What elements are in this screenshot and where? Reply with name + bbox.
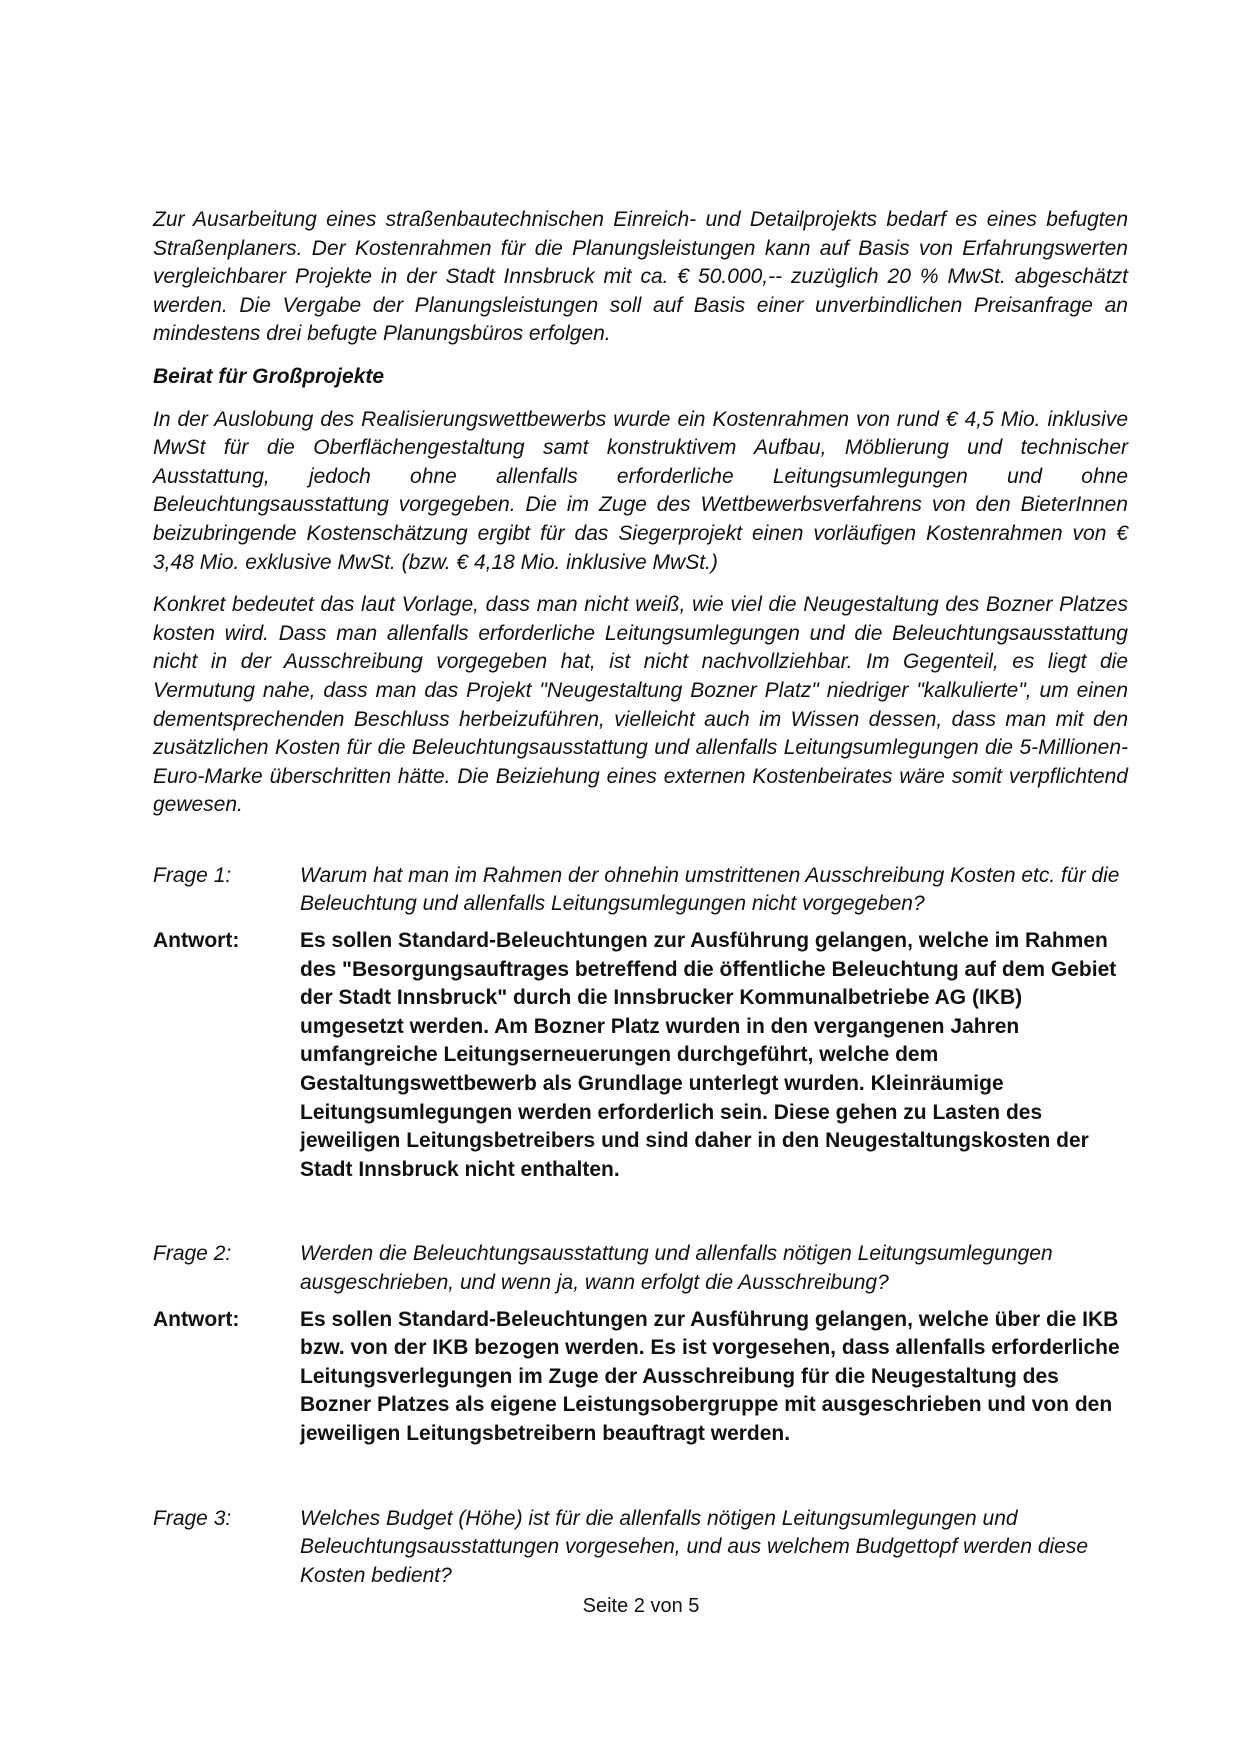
answer-label: Antwort:	[153, 929, 240, 953]
question-text: Werden die Beleuchtungsausstattung und allenfalls nötigen Leitungsumlegungen ausgeschrieben, und wenn ja, wann erfolgt die Ausschreibung?	[300, 1242, 1053, 1294]
beirat-paragraph: In der Auslobung des Realisierungswettbewerbs wurde ein Kostenrahmen von rund € 4,5 Mio. inklusive MwSt für die Oberflächengestaltung samt konstruktivem Aufbau, Möblierung und technischer Ausstattung, jedoch ohne allenfalls erforderliche Leitungsumlegungen und ohne Beleuchtungsausstattung vorgegeben. Die im Zuge des Wettbewerbsverfahrens von den BieterInnen beizubringende Kostenschätzung ergibt für das Siegerprojekt einen vorläufigen Kostenrahmen von € 3,48 Mio. exklusive MwSt. (bzw. € 4,18 Mio. inklusive MwSt.)	[153, 407, 1128, 574]
page-number-footer: Seite 2 von 5	[582, 1595, 700, 1617]
document-body	[153, 206, 1128, 1598]
question-row	[153, 1240, 1128, 1297]
answer-row	[153, 1306, 1128, 1449]
question-row	[153, 862, 1128, 919]
konkret-paragraph: Konkret bedeutet das laut Vorlage, dass man nicht weiß, wie viel die Neugestaltung des Bozner Platzes kosten wird. Dass man allenfalls erforderliche Leitungsumlegungen und die Beleuchtungsausstattung nicht in der Ausschreibung vorgegeben hat, ist nicht nachvollziehbar. Im Gegenteil, es liegt die Vermutung nahe, dass man das Projekt "Neugestaltung Bozner Platz" niedriger "kalkulierte", um einen dementsprechenden Beschluss herbeizuführen, vielleicht auch im Wissen dessen, dass man mit den zusätzlichen Kosten für die Beleuchtungsausstattung und allenfalls Leitungsumlegungen die 5-Millionen-Euro-Marke überschritten hätte. Die Beiziehung eines externen Kostenbeirates wäre somit verpflichtend gewesen.	[153, 593, 1128, 817]
answer-label: Antwort:	[153, 1307, 240, 1331]
section-heading: Beirat für Großprojekte	[153, 364, 385, 388]
answer-text: Es sollen Standard-Beleuchtungen zur Ausführung gelangen, welche im Rahmen des "Besorgungsauftrages betreffend die öffentliche Beleuchtung auf dem Gebiet der Stadt Innsbruck" durch die Innsbrucker Kommunalbetriebe AG (IKB) umgesetzt werden. Am Bozner Platz wurden in den vergangenen Jahren umfangreiche Leitungserneuerungen durchgeführt, welche dem Gestaltungswettbewerb als Grundlage unterlegt wurden. Kleinräumige Leitungsumlegungen werden erforderlich sein. Diese gehen zu Lasten des jeweiligen Leitungsbetreibers und sind daher in den Neugestaltungskosten der Stadt Innsbruck nicht enthalten.	[300, 929, 1117, 1181]
question-row	[153, 1505, 1128, 1591]
answer-text: Es sollen Standard-Beleuchtungen zur Ausführung gelangen, welche über die IKB bzw. von der IKB bezogen werden. Es ist vorgesehen, dass allenfalls erforderliche Leitungsverlegungen im Zuge der Ausschreibung für die Neugestaltung des Bozner Platzes als eigene Leistungsobergruppe mit ausgeschrieben und von den jeweiligen Leitungsbetreibern beauftragt werden.	[300, 1307, 1120, 1445]
question-label: Frage 1:	[153, 863, 232, 887]
question-text: Warum hat man im Rahmen der ohnehin umstrittenen Ausschreibung Kosten etc. für die Beleuchtung und allenfalls Leitungsumlegungen nicht vorgegeben?	[300, 863, 1120, 916]
answer-row	[153, 927, 1128, 1184]
intro-paragraph: Zur Ausarbeitung eines straßenbautechnischen Einreich- und Detailprojekts bedarf es eines befugten Straßenplaners. Der Kostenrahmen für die Planungsleistungen kann auf Basis von Erfahrungswerten vergleichbarer Projekte in der Stadt Innsbruck mit ca. € 50.000,-- zuzüglich 20 % MwSt. abgeschätzt werden. Die Vergabe der Planungsleistungen soll auf Basis einer unverbindlichen Preisanfrage an mindestens drei befugte Planungsbüros erfolgen.	[153, 208, 1128, 346]
question-text: Welches Budget (Höhe) ist für die allenfalls nötigen Leitungsumlegungen und Beleuchtungsausstattungen vorgesehen, und aus welchem Budgettopf werden diese Kosten bedient?	[300, 1506, 1089, 1587]
question-label: Frage 3:	[153, 1506, 232, 1530]
question-label: Frage 2:	[153, 1242, 232, 1266]
